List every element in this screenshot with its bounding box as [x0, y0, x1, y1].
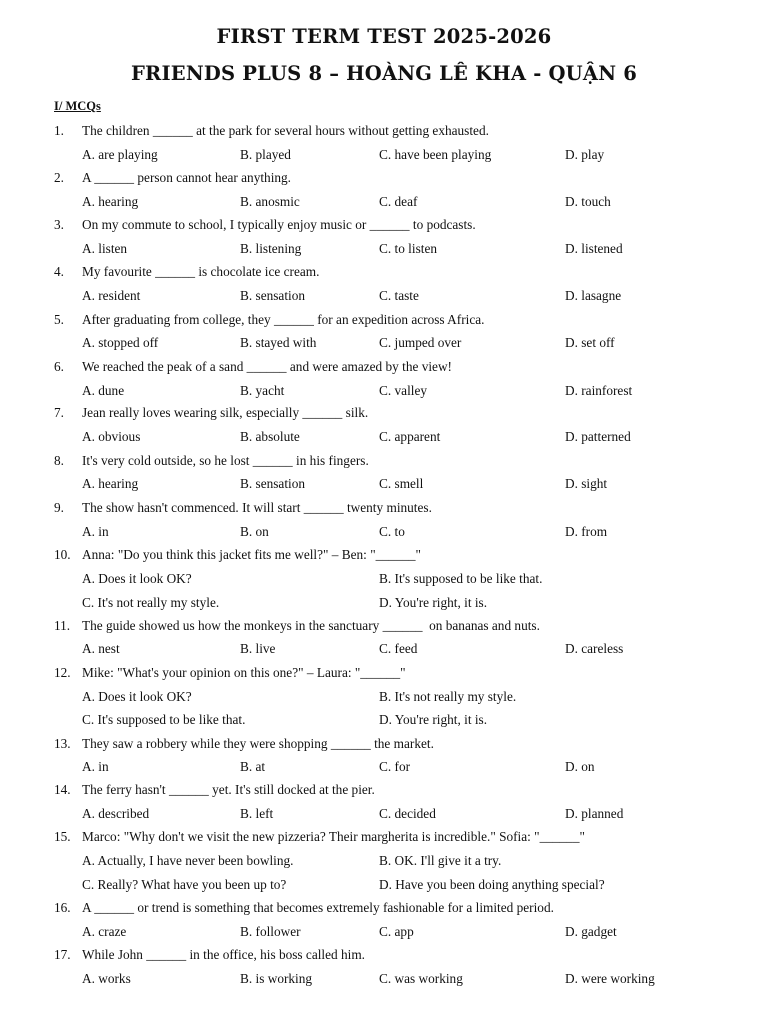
question-number: 10.: [54, 547, 71, 562]
question-text: The guide showed us how the monkeys in the sanctuary ______ on bananas and nuts.: [82, 618, 540, 633]
section-heading: I/ MCQs: [54, 99, 101, 113]
question-4: [0, 264, 768, 286]
q8-option-a: A. hearing: [82, 476, 139, 491]
q8-option-d: D. sight: [565, 476, 608, 491]
q12-option-c: C. It's supposed to be like that.: [82, 712, 246, 727]
q16-option-b: B. follower: [240, 924, 301, 939]
question-text: A ______ or trend is something that becomes extremely fashionable for a limited period.: [82, 900, 554, 915]
question-6: [0, 359, 768, 381]
q16-option-d: D. gadget: [565, 924, 617, 939]
question-text: While John ______ in the office, his boss called him.: [82, 947, 366, 962]
question-text: We reached the peak of a sand ______ and were amazed by the view!: [82, 359, 452, 374]
question-number: 6.: [54, 359, 64, 374]
question-text: The ferry hasn't ______ yet. It's still docked at the pier.: [82, 782, 375, 797]
question-5: [0, 312, 768, 334]
question-10: [0, 547, 768, 569]
question-number: 13.: [54, 736, 71, 751]
q14-option-a: A. described: [82, 806, 150, 821]
q12-option-b: B. It's not really my style.: [379, 689, 517, 704]
q5-option-b: B. stayed with: [240, 335, 317, 350]
q4-option-b: B. sensation: [240, 288, 306, 303]
q11-option-a: A. nest: [82, 641, 120, 656]
question-1: [0, 123, 768, 145]
question-text: It's very cold outside, so he lost ______ in his fingers.: [82, 453, 369, 468]
q5-option-d: D. set off: [565, 335, 615, 350]
q1-option-a: A. are playing: [82, 147, 158, 162]
q8-option-c: C. smell: [379, 476, 424, 491]
q10-option-c: C. It's not really my style.: [82, 595, 220, 610]
q6-option-a: A. dune: [82, 383, 125, 398]
question-text: The show hasn't commenced. It will start ______ twenty minutes.: [82, 500, 432, 515]
question-number: 4.: [54, 264, 64, 279]
q13-option-a: A. in: [82, 759, 109, 774]
question-9: [0, 500, 768, 522]
question-16: [0, 900, 768, 922]
q6-option-c: C. valley: [379, 383, 428, 398]
question-text: Marco: "Why don't we visit the new pizzeria? Their margherita is incredible." Sofia: "______": [82, 829, 585, 844]
q5-option-a: A. stopped off: [82, 335, 159, 350]
q4-option-a: A. resident: [82, 288, 141, 303]
question-number: 9.: [54, 500, 64, 515]
question-text: My favourite ______ is chocolate ice cream.: [82, 264, 320, 279]
q15-option-c: C. Really? What have you been up to?: [82, 877, 287, 892]
q3-option-a: A. listen: [82, 241, 128, 256]
q15-option-a: A. Actually, I have never been bowling.: [82, 853, 294, 868]
question-3: [0, 217, 768, 239]
question-number: 15.: [54, 829, 71, 844]
question-14: [0, 782, 768, 804]
q10-option-d: D. You're right, it is.: [379, 595, 488, 610]
q6-option-d: D. rainforest: [565, 383, 633, 398]
q13-option-c: C. for: [379, 759, 411, 774]
question-text: A ______ person cannot hear anything.: [82, 170, 292, 185]
question-text: Jean really loves wearing silk, especially ______ silk.: [82, 405, 369, 420]
q16-option-c: C. app: [379, 924, 414, 939]
question-number: 14.: [54, 782, 71, 797]
q3-option-c: C. to listen: [379, 241, 437, 256]
q4-option-c: C. taste: [379, 288, 419, 303]
question-8: [0, 453, 768, 475]
q9-option-a: A. in: [82, 524, 109, 539]
q10-option-b: B. It's supposed to be like that.: [379, 571, 543, 586]
q4-option-d: D. lasagne: [565, 288, 622, 303]
q8-option-b: B. sensation: [240, 476, 306, 491]
q9-option-c: C. to: [379, 524, 405, 539]
q13-option-b: B. at: [240, 759, 266, 774]
q2-option-a: A. hearing: [82, 194, 139, 209]
q17-option-a: A. works: [82, 971, 131, 986]
q2-option-c: C. deaf: [379, 194, 418, 209]
question-number: 1.: [54, 123, 64, 138]
question-number: 8.: [54, 453, 64, 468]
question-text: Anna: "Do you think this jacket fits me well?" – Ben: "______": [82, 547, 421, 562]
page-subtitle: FRIENDS PLUS 8 – HOÀNG LÊ KHA - QUẬN 6: [131, 62, 637, 85]
q11-option-b: B. live: [240, 641, 276, 656]
q5-option-c: C. jumped over: [379, 335, 462, 350]
question-7: [0, 405, 768, 427]
q14-option-c: C. decided: [379, 806, 436, 821]
q2-option-d: D. touch: [565, 194, 611, 209]
question-text: They saw a robbery while they were shopping ______ the market.: [82, 736, 434, 751]
q14-option-b: B. left: [240, 806, 274, 821]
question-number: 7.: [54, 405, 64, 420]
q1-option-d: D. play: [565, 147, 605, 162]
question-text: The children ______ at the park for several hours without getting exhausted.: [82, 123, 489, 138]
q13-option-d: D. on: [565, 759, 595, 774]
q11-option-d: D. careless: [565, 641, 624, 656]
question-number: 11.: [54, 618, 71, 633]
q12-option-a: A. Does it look OK?: [82, 689, 192, 704]
q1-option-c: C. have been playing: [379, 147, 492, 162]
question-13: [0, 736, 768, 758]
question-2: [0, 170, 768, 192]
question-number: 5.: [54, 312, 64, 327]
q3-option-d: D. listened: [565, 241, 623, 256]
q17-option-c: C. was working: [379, 971, 463, 986]
question-number: 16.: [54, 900, 71, 915]
question-text: Mike: "What's your opinion on this one?" – Laura: "______": [82, 665, 406, 680]
question-number: 2.: [54, 170, 64, 185]
question-number: 12.: [54, 665, 71, 680]
question-number: 17.: [54, 947, 71, 962]
q6-option-b: B. yacht: [240, 383, 285, 398]
q16-option-a: A. craze: [82, 924, 127, 939]
q7-option-a: A. obvious: [82, 429, 141, 444]
q7-option-d: D. patterned: [565, 429, 631, 444]
q2-option-b: B. anosmic: [240, 194, 300, 209]
q7-option-b: B. absolute: [240, 429, 300, 444]
q9-option-b: B. on: [240, 524, 269, 539]
q11-option-c: C. feed: [379, 641, 418, 656]
question-15: [0, 829, 768, 851]
q9-option-d: D. from: [565, 524, 608, 539]
question-17: [0, 947, 768, 969]
page-title: FIRST TERM TEST 2025-2026: [216, 25, 552, 48]
question-12: [0, 665, 768, 687]
question-text: On my commute to school, I typically enjoy music or ______ to podcasts.: [82, 217, 476, 232]
q15-option-d: D. Have you been doing anything special?: [379, 877, 605, 892]
q14-option-d: D. planned: [565, 806, 624, 821]
question-11: [0, 618, 768, 640]
q1-option-b: B. played: [240, 147, 291, 162]
q12-option-d: D. You're right, it is.: [379, 712, 488, 727]
q7-option-c: C. apparent: [379, 429, 441, 444]
question-number: 3.: [54, 217, 64, 232]
q15-option-b: B. OK. I'll give it a try.: [379, 853, 502, 868]
q17-option-d: D. were working: [565, 971, 655, 986]
q17-option-b: B. is working: [240, 971, 313, 986]
question-text: After graduating from college, they ______ for an expedition across Africa.: [82, 312, 485, 327]
q10-option-a: A. Does it look OK?: [82, 571, 192, 586]
q3-option-b: B. listening: [240, 241, 302, 256]
